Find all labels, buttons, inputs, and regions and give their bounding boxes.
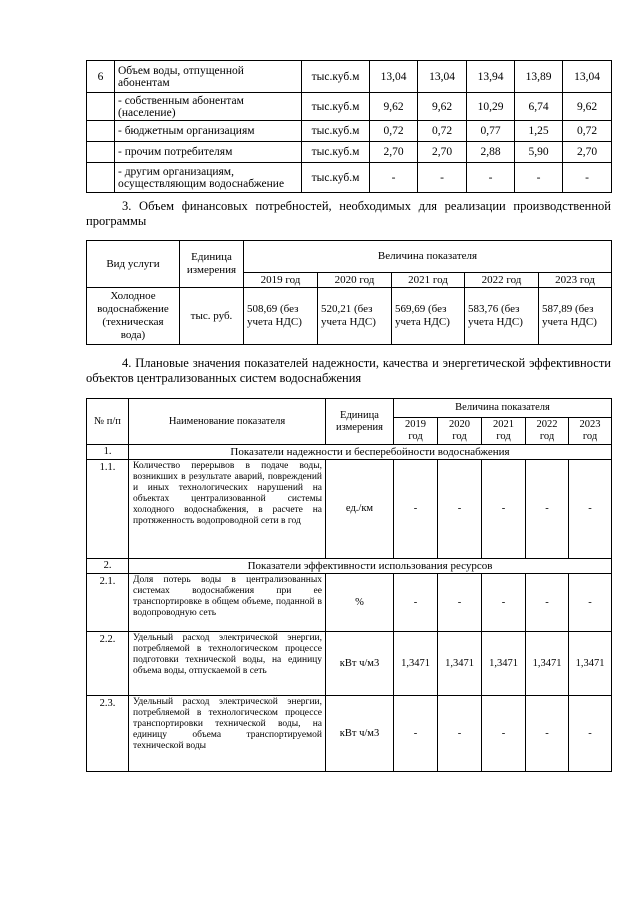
header-name: Наименование показателя [129,399,326,445]
planned-indicators-table [86,398,612,772]
value-cell: - [418,163,467,193]
value-cell: 13,94 [467,61,515,93]
section-number: 1. [87,445,129,460]
unit-cell: кВт ч/м3 [326,696,394,772]
value-cell: 508,69 (без учета НДС) [244,288,318,345]
section-3-heading: 3. Объем финансовых потребностей, необходимых для реализации производственной программы [86,199,611,228]
header-unit: Единица измерения [180,241,244,288]
unit-cell: тыс.куб.м [302,93,370,121]
table-header-row [87,399,612,418]
value-cell: - [394,460,438,559]
value-cell: 9,62 [563,93,612,121]
table-row [87,93,612,121]
value-cell: 2,88 [467,142,515,163]
value-cell: 587,89 (без учета НДС) [539,288,612,345]
value-cell: 13,04 [370,61,418,93]
indicator-name: Доля потерь воды в централизованных системах водоснабжения при ее транспортировке в общем объеме, поданной в водопроводную сеть [129,574,326,632]
year-header: 2019 год [244,273,318,288]
row-number: 1.1. [87,460,129,559]
value-cell: - [569,696,612,772]
value-cell: 13,04 [418,61,467,93]
year-header: 2023 год [539,273,612,288]
value-cell: 0,72 [563,121,612,142]
unit-cell: кВт ч/м3 [326,632,394,696]
value-cell: 5,90 [515,142,563,163]
value-cell: - [438,460,482,559]
unit-cell: ед./км [326,460,394,559]
value-cell: 1,3471 [438,632,482,696]
year-header: 2019 год [394,418,438,445]
value-cell: 1,3471 [526,632,569,696]
table-row [87,121,612,142]
value-cell: 583,76 (без учета НДС) [465,288,539,345]
value-cell: 9,62 [370,93,418,121]
value-cell: - [467,163,515,193]
table-row [87,696,612,772]
header-service: Вид услуги [87,241,180,288]
header-value: Величина показателя [244,241,612,273]
value-cell: 0,72 [370,121,418,142]
indicator-name: - прочим потребителям [115,142,302,163]
value-cell: 10,29 [467,93,515,121]
indicator-name: - бюджетным организациям [115,121,302,142]
unit-cell: тыс. руб. [180,288,244,345]
value-cell: - [569,460,612,559]
year-header: 2023 год [569,418,612,445]
indicator-name: - собственным абонентам (население) [115,93,302,121]
value-cell: 13,89 [515,61,563,93]
table-row [87,142,612,163]
value-cell: 0,72 [418,121,467,142]
value-cell: - [438,574,482,632]
value-cell: 1,3471 [482,632,526,696]
value-cell: 1,3471 [569,632,612,696]
year-header: 2021 год [482,418,526,445]
unit-cell: тыс.куб.м [302,163,370,193]
row-number [87,121,115,142]
indicator-name: Удельный расход электрической энергии, потребляемой в технологическом процессе подготовки технической воды, на единицу объема воды, отпускаемой в сеть [129,632,326,696]
table-row [87,288,612,345]
unit-cell: тыс.куб.м [302,61,370,93]
header-value: Величина показателя [394,399,612,418]
row-number: 2.2. [87,632,129,696]
value-cell: - [515,163,563,193]
value-cell: 6,74 [515,93,563,121]
header-unit: Единица измерения [326,399,394,445]
unit-cell: % [326,574,394,632]
value-cell: - [526,574,569,632]
section-row [87,445,612,460]
table-row [87,163,612,193]
value-cell: - [370,163,418,193]
year-header: 2020 год [318,273,392,288]
table-row [87,61,612,93]
indicator-name: Удельный расход электрической энергии, потребляемой в технологическом процессе транспортировки технической воды, на единицу объема транспортируемой технической воды [129,696,326,772]
table-row [87,574,612,632]
indicator-name: Количество перерывов в подаче воды, возникших в результате аварий, повреждений и иных технологических нарушений на объектах централизованной системы холодного водоснабжения, в расчете на протяженность водопроводной сети в год [129,460,326,559]
section-4-heading: 4. Плановые значения показателей надежности, качества и энергетической эффективности объектов централизованных систем водоснабжения [86,356,611,385]
year-header: 2022 год [465,273,539,288]
value-cell: - [438,696,482,772]
value-cell: 13,04 [563,61,612,93]
row-number [87,142,115,163]
row-number: 2.3. [87,696,129,772]
row-number: 2.1. [87,574,129,632]
value-cell: 520,21 (без учета НДС) [318,288,392,345]
value-cell: 569,69 (без учета НДС) [392,288,465,345]
section-row [87,559,612,574]
financial-needs-table [86,240,612,345]
value-cell: 2,70 [418,142,467,163]
value-cell: - [394,574,438,632]
value-cell: - [482,696,526,772]
year-header: 2022 год [526,418,569,445]
water-volume-table [86,60,612,193]
section-title: Показатели эффективности использования ресурсов [129,559,612,574]
value-cell: - [526,696,569,772]
value-cell: - [482,460,526,559]
value-cell: - [482,574,526,632]
service-cell: Холодное водоснабжение (техническая вода) [87,288,180,345]
unit-cell: тыс.куб.м [302,142,370,163]
value-cell: - [526,460,569,559]
row-number [87,93,115,121]
section-number: 2. [87,559,129,574]
value-cell: 2,70 [563,142,612,163]
value-cell: - [569,574,612,632]
indicator-name: - другим организациям, осуществляющим водоснабжение [115,163,302,193]
value-cell: 1,25 [515,121,563,142]
value-cell: 0,77 [467,121,515,142]
value-cell: - [394,696,438,772]
table-header-row [87,241,612,273]
row-number [87,163,115,193]
value-cell: 1,3471 [394,632,438,696]
value-cell: - [563,163,612,193]
indicator-name: Объем воды, отпущенной абонентам [115,61,302,93]
header-num: № п/п [87,399,129,445]
table-row [87,632,612,696]
year-header: 2021 год [392,273,465,288]
year-header: 2020 год [438,418,482,445]
table-row [87,460,612,559]
value-cell: 2,70 [370,142,418,163]
section-title: Показатели надежности и бесперебойности водоснабжения [129,445,612,460]
unit-cell: тыс.куб.м [302,121,370,142]
row-number: 6 [87,61,115,93]
value-cell: 9,62 [418,93,467,121]
